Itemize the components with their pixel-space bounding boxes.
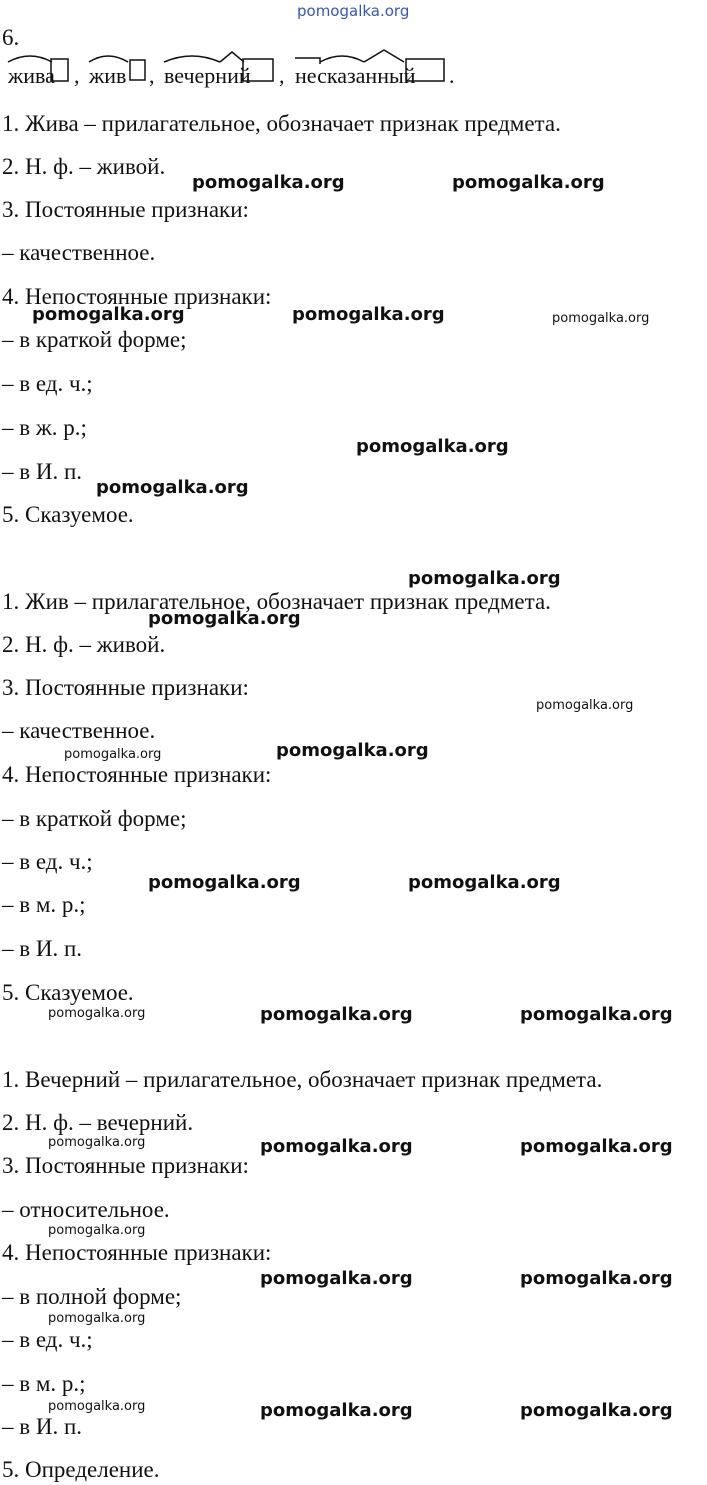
watermark: pomogalka.org xyxy=(48,1399,146,1414)
watermark: pomogalka.org xyxy=(48,1311,146,1326)
watermark: pomogalka.org xyxy=(48,1223,146,1238)
watermark: pomogalka.org xyxy=(452,172,605,193)
text-line: 3. Постоянные признаки: xyxy=(2,1153,249,1178)
text-line: 1. Жива – прилагательное, обозначает признак предмета. xyxy=(2,111,561,136)
text-line: – в ед. ч.; xyxy=(2,1327,93,1352)
watermark: pomogalka.org xyxy=(552,311,650,326)
watermark: pomogalka.org xyxy=(260,1136,413,1157)
text-line: 4. Непостоянные признаки: xyxy=(2,284,272,309)
null-ending-box-mark xyxy=(130,60,145,80)
watermark: pomogalka.org xyxy=(148,872,301,893)
text-line: 2. Н. ф. – живой. xyxy=(2,632,166,657)
watermark: pomogalka.org xyxy=(260,1400,413,1421)
text-line: 4. Непостоянные признаки: xyxy=(2,762,272,787)
text-line: 1. Вечерний – прилагательное, обозначает признак предмета. xyxy=(2,1067,603,1092)
watermark: pomogalka.org xyxy=(520,1268,673,1289)
text-line: – в краткой форме; xyxy=(2,806,187,831)
watermark: pomogalka.org xyxy=(292,304,445,325)
text-line: 4. Непостоянные признаки: xyxy=(2,1240,272,1265)
watermark: pomogalka.org xyxy=(276,740,429,761)
watermark: pomogalka.org xyxy=(96,477,249,498)
text-line: 2. Н. ф. – живой. xyxy=(2,154,166,179)
text-line: – в м. р.; xyxy=(2,892,86,917)
morph-separator: , xyxy=(74,63,80,88)
suffix-mark xyxy=(364,50,404,62)
text-line: 3. Постоянные признаки: xyxy=(2,675,249,700)
watermark: pomogalka.org xyxy=(148,608,301,629)
watermark: pomogalka.org xyxy=(32,304,185,325)
morph-separator: , xyxy=(149,63,155,88)
text-line: – в И. п. xyxy=(2,459,83,484)
top-watermark: pomogalka.org xyxy=(297,2,410,20)
text-line: 3. Постоянные признаки: xyxy=(2,197,249,222)
watermark: pomogalka.org xyxy=(356,436,509,457)
watermark: pomogalka.org xyxy=(520,1136,673,1157)
task-number: 6. xyxy=(2,25,20,50)
text-line: – в И. п. xyxy=(2,936,83,961)
morph-word: жива xyxy=(8,63,55,88)
watermark: pomogalka.org xyxy=(408,568,561,589)
text-line: 5. Определение. xyxy=(2,1457,160,1482)
text-line: – в И. п. xyxy=(2,1414,83,1439)
watermark: pomogalka.org xyxy=(536,698,634,713)
morph-word: жив xyxy=(89,63,127,88)
text-line: – в ед. ч.; xyxy=(2,371,93,396)
watermark: pomogalka.org xyxy=(260,1268,413,1289)
watermark: pomogalka.org xyxy=(520,1400,673,1421)
text-line: – в ж. р.; xyxy=(2,415,87,440)
morph-word: вечерний xyxy=(164,63,251,88)
text-line: – качественное. xyxy=(2,718,156,743)
text-line: 5. Сказуемое. xyxy=(2,980,134,1005)
text-line: 5. Сказуемое. xyxy=(2,502,134,527)
morph-word: несказанный xyxy=(295,63,416,88)
watermark: pomogalka.org xyxy=(192,172,345,193)
watermark: pomogalka.org xyxy=(408,872,561,893)
text-line: – в краткой форме; xyxy=(2,327,187,352)
text-line: – относительное. xyxy=(2,1197,170,1222)
morph-separator: . xyxy=(449,63,455,88)
text-line: 1. Жив – прилагательное, обозначает признак предмета. xyxy=(2,589,551,614)
text-line: – в м. р.; xyxy=(2,1371,86,1396)
watermark: pomogalka.org xyxy=(48,1006,146,1021)
watermark: pomogalka.org xyxy=(48,1135,146,1150)
text-line: 2. Н. ф. – вечерний. xyxy=(2,1110,194,1135)
text-line: – качественное. xyxy=(2,240,156,265)
morph-separator: , xyxy=(279,63,285,88)
text-line: – в ед. ч.; xyxy=(2,849,93,874)
watermark: pomogalka.org xyxy=(260,1004,413,1025)
watermark: pomogalka.org xyxy=(64,747,162,762)
watermark: pomogalka.org xyxy=(520,1004,673,1025)
text-line: – в полной форме; xyxy=(2,1284,182,1309)
suffix-mark xyxy=(220,52,244,62)
